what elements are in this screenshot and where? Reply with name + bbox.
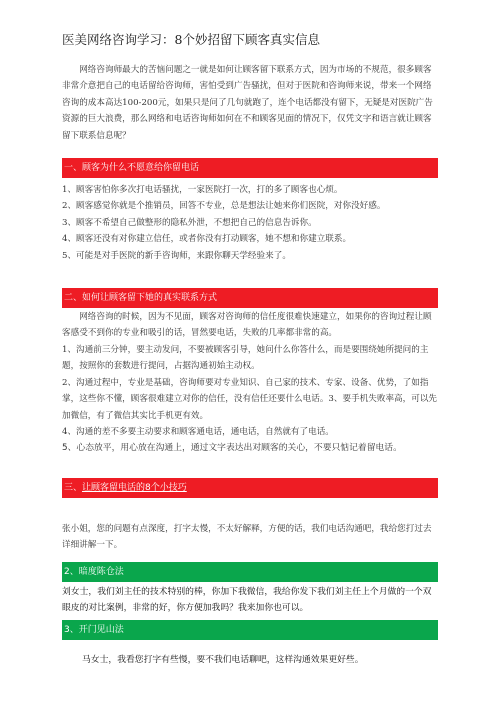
section2-heading: 二、如何让顾客留下她的真实联系方式 — [62, 288, 438, 308]
list-item: 4、顾客还没有对你建立信任，或者你没有打动顾客，她不想和你建立联系。 — [62, 234, 352, 245]
tip3-heading: 3、开门见山法 — [62, 620, 438, 640]
list-item: 5、可能是对手医院的新手咨询师，来跟你聊天学经验来了。 — [62, 250, 291, 261]
tip2-text: 刘女士，我们刘主任的技术特别的棒，你加下我微信，我给你发下我们刘主任上个月做的一个双眼皮的对比案例，非常的好，你方便加我吗？我来加你也可以。 — [62, 587, 432, 614]
page-title: 医美网络咨询学习：8个妙招留下顾客真实信息 — [62, 32, 320, 47]
list-item: 3、顾客不希望自己做整形的隐私外泄，不想把自己的信息告诉你。 — [62, 217, 317, 228]
section1-heading: 一、顾客为什么不愿意给你留电话 — [62, 158, 438, 178]
tip3-text: 马女士，我看您打字有些慢，要不我们电话聊吧，这样沟通效果更好些。 — [82, 655, 364, 665]
section2-intro: 网络咨询的时候，因为不见面，顾客对咨询师的信任度很难快速建立，如果你的咨询过程让顾客感受不到你的专业和吸引的话，冒然要电话，失败的几率都非常的高。 — [62, 312, 432, 339]
section3-heading-prefix: 三、 — [64, 483, 83, 493]
list-item: 2、顾客感觉你就是个推销员，回答不专业，总是想法让她来你们医院，对你没好感。 — [62, 201, 386, 212]
intro-paragraph: 网络咨询师最大的苦恼问题之一就是如何让顾客留下联系方式，因为市场的不规范，很多顾客非常介意把自己的电话留给咨询师，害怕受到广告骚扰，但对于医院和咨询师来说，带来一个网络咨询的成本高达100-200元，如果只是问了几句就跑了，连个电话都没有留下，无疑是对医院广告资源的巨大浪费，那么网络和电话咨询师如何在不和顾客见面的情况下，仅凭文字和语言就让顾客留下联系信息呢？ — [62, 65, 433, 141]
list-item: 2、沟通过程中，专业是基础，咨询师要对专业知识、自己家的技术、专家、设备、优势，了如指掌，这些你不懂，顾客很难建立对你的信任，没有信任还要什么电话。3、要手机失败率高，可以先加微信，有了微信其实比手机更有效。 — [62, 377, 438, 421]
list-item: 1、沟通前三分钟，要主动发问，不要被顾客引导，她问什么你答什么，而是要围绕她所提问的主题，按照你的套数进行提问，占据沟通初始主动权。 — [62, 345, 429, 372]
section3-heading-link[interactable]: 让顾客留电话的8个小技巧 — [82, 483, 187, 493]
section3-example: 张小姐，您的问题有点深度，打字太慢，不太好解释，方便的话，我们电话沟通吧，我给您打过去详细讲解一下。 — [62, 524, 432, 551]
section2-list — [62, 342, 440, 457]
tip2-heading: 2、暗度陈仓法 — [62, 562, 438, 582]
section1-list — [62, 182, 440, 264]
list-item: 4、沟通的差不多要主动要求和顾客通电话，通电话，自然就有了电话。 — [62, 427, 334, 438]
section3-heading — [62, 478, 438, 498]
list-item-bold: 5、心态放平，用心放在沟通上，通过文字表达出对顾客的关心，不要只惦记着留电话。 — [62, 443, 402, 454]
list-item: 1、顾客害怕你多次打电话骚扰，一家医院打一次，打的多了顾客也心烦。 — [62, 185, 343, 195]
